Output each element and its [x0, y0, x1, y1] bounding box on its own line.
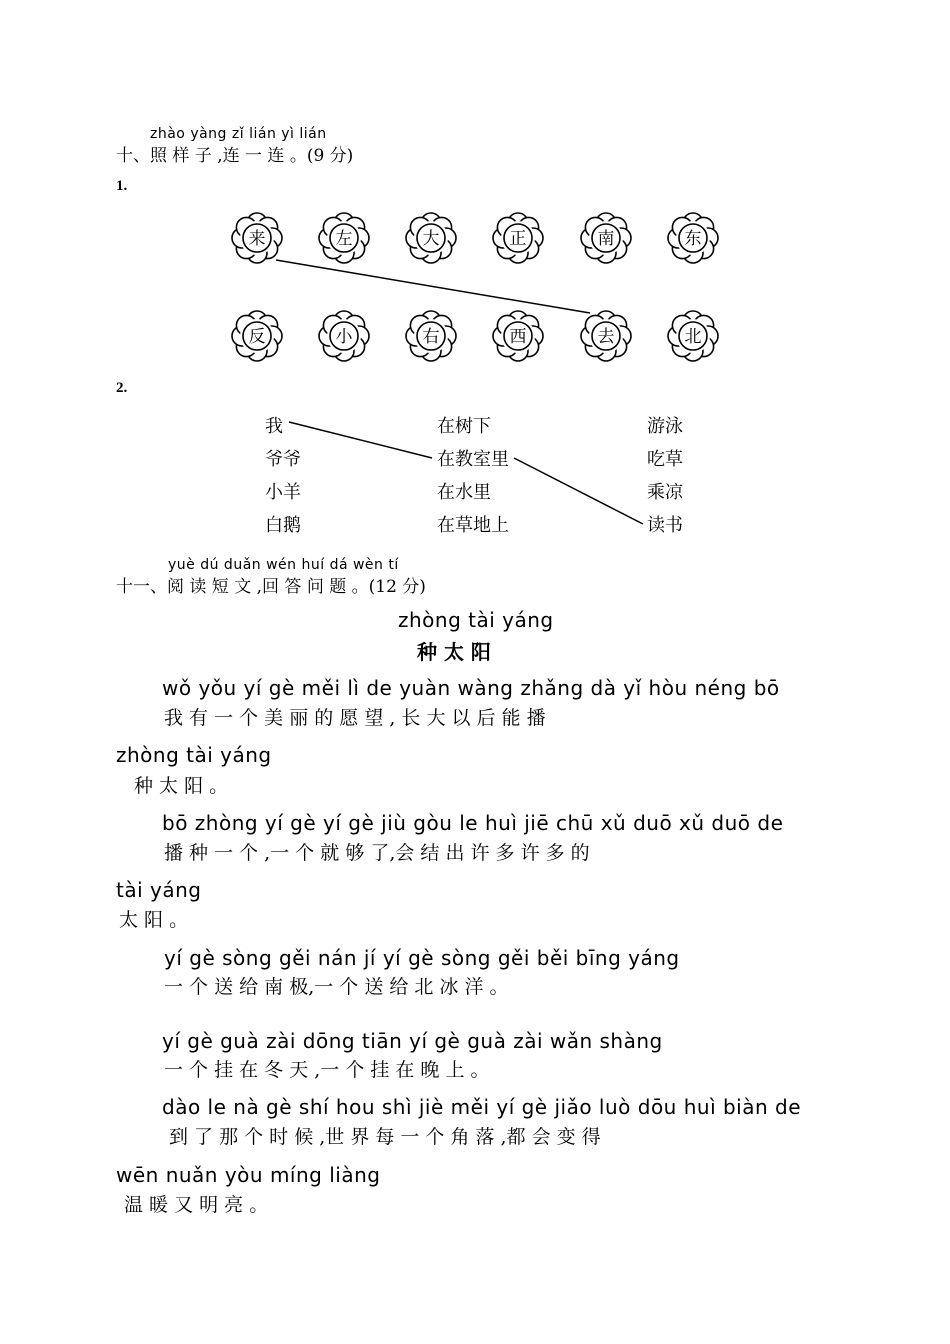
flower-label: 北: [684, 327, 702, 347]
passage-title-pinyin: zhòng tài yáng: [398, 608, 554, 632]
passage-text-line: 一 个 送 给 南 极,一 个 送 给 北 冰 洋 。: [164, 976, 509, 998]
passage-pinyin-line: wēn nuǎn yòu míng liàng: [116, 1163, 381, 1187]
place-word[interactable]: 在树下: [437, 416, 491, 437]
flower-label: 大: [422, 229, 440, 249]
passage-pinyin-line: yí gè sòng gěi nán jí yí gè sòng gěi běi bīng yáng: [164, 946, 680, 970]
place-word[interactable]: 在水里: [437, 482, 491, 503]
flower-bottom-1[interactable]: [232, 311, 282, 361]
flower-bottom-4[interactable]: [493, 311, 543, 361]
subject-word[interactable]: 爷爷: [265, 449, 301, 470]
example-connection-line: [276, 260, 590, 313]
flower-top-5[interactable]: [581, 213, 631, 263]
action-word[interactable]: 游泳: [647, 416, 683, 437]
passage-text-line: 太 阳 。: [119, 909, 189, 931]
flower-label: 反: [248, 327, 266, 347]
flower-matching-area: [0, 0, 950, 400]
flower-label: 东: [684, 229, 702, 249]
flower-bottom-3[interactable]: [406, 311, 456, 361]
flower-label: 右: [422, 327, 440, 347]
section10-pinyin: zhào yàng zǐ lián yì lián: [150, 126, 327, 142]
passage-text-line: 种 太 阳 。: [134, 775, 229, 797]
subject-word[interactable]: 我: [265, 416, 283, 437]
flower-top-3[interactable]: [406, 213, 456, 263]
flower-top-6[interactable]: [668, 213, 718, 263]
action-word[interactable]: 读书: [647, 515, 683, 536]
flower-label: 小: [335, 327, 353, 347]
flower-label: 南: [597, 229, 615, 249]
section11-pinyin: yuè dú duǎn wén huí dá wèn tí: [168, 557, 399, 573]
flower-label: 西: [509, 327, 527, 347]
passage-pinyin-line: yí gè guà zài dōng tiān yí gè guà zài wǎn shàng: [162, 1029, 663, 1053]
passage-pinyin-line: zhòng tài yáng: [116, 743, 272, 767]
section10-title: 十、照 样 子 ,连 一 连 。(9 分): [116, 146, 354, 166]
place-word[interactable]: 在教室里: [437, 449, 509, 470]
subject-word[interactable]: 小羊: [265, 482, 301, 503]
passage-text-line: 一 个 挂 在 冬 天 ,一 个 挂 在 晚 上 。: [164, 1059, 490, 1081]
passage-text-line: 到 了 那 个 时 候 ,世 界 每 一 个 角 落 ,都 会 变 得: [169, 1126, 601, 1148]
passage-pinyin-line: dào le nà gè shí hou shì jiè měi yí gè jiǎo luò dōu huì biàn de: [162, 1095, 802, 1119]
word-matching-lines: [0, 400, 950, 540]
example-connection-line: [514, 458, 643, 524]
flower-label: 左: [335, 229, 353, 249]
subject-word[interactable]: 白鹅: [265, 515, 301, 536]
part2-label: 2.: [116, 380, 128, 396]
flower-bottom-6[interactable]: [668, 311, 718, 361]
passage-text-line: 温 暖 又 明 亮 。: [124, 1194, 269, 1216]
passage-pinyin-line: tài yáng: [116, 878, 202, 902]
flower-top-1[interactable]: [232, 213, 282, 263]
flower-label: 正: [509, 229, 527, 249]
flower-top-2[interactable]: [319, 213, 369, 263]
flower-label: 来: [248, 229, 266, 249]
place-word[interactable]: 在草地上: [437, 515, 509, 536]
passage-title: 种 太 阳: [417, 640, 491, 664]
section11-title: 十一、阅 读 短 文 ,回 答 问 题 。(12 分): [116, 577, 426, 597]
flower-bottom-5[interactable]: [581, 311, 631, 361]
action-word[interactable]: 乘凉: [647, 482, 683, 503]
passage-pinyin-line: bō zhòng yí gè yí gè jiù gòu le huì jiē chū xǔ duō xǔ duō de: [162, 811, 784, 835]
action-word[interactable]: 吃草: [647, 449, 683, 470]
flower-top-4[interactable]: [493, 213, 543, 263]
flower-label: 去: [597, 327, 615, 347]
passage-text-line: 我 有 一 个 美 丽 的 愿 望 , 长 大 以 后 能 播: [164, 707, 546, 729]
passage-pinyin-line: wǒ yǒu yí gè měi lì de yuàn wàng zhǎng dà yǐ hòu néng bō: [162, 676, 780, 700]
flower-bottom-2[interactable]: [319, 311, 369, 361]
passage-text-line: 播 种 一 个 ,一 个 就 够 了,会 结 出 许 多 许 多 的: [164, 842, 590, 864]
example-connection-line: [289, 422, 432, 458]
part1-label: 1.: [116, 178, 128, 194]
